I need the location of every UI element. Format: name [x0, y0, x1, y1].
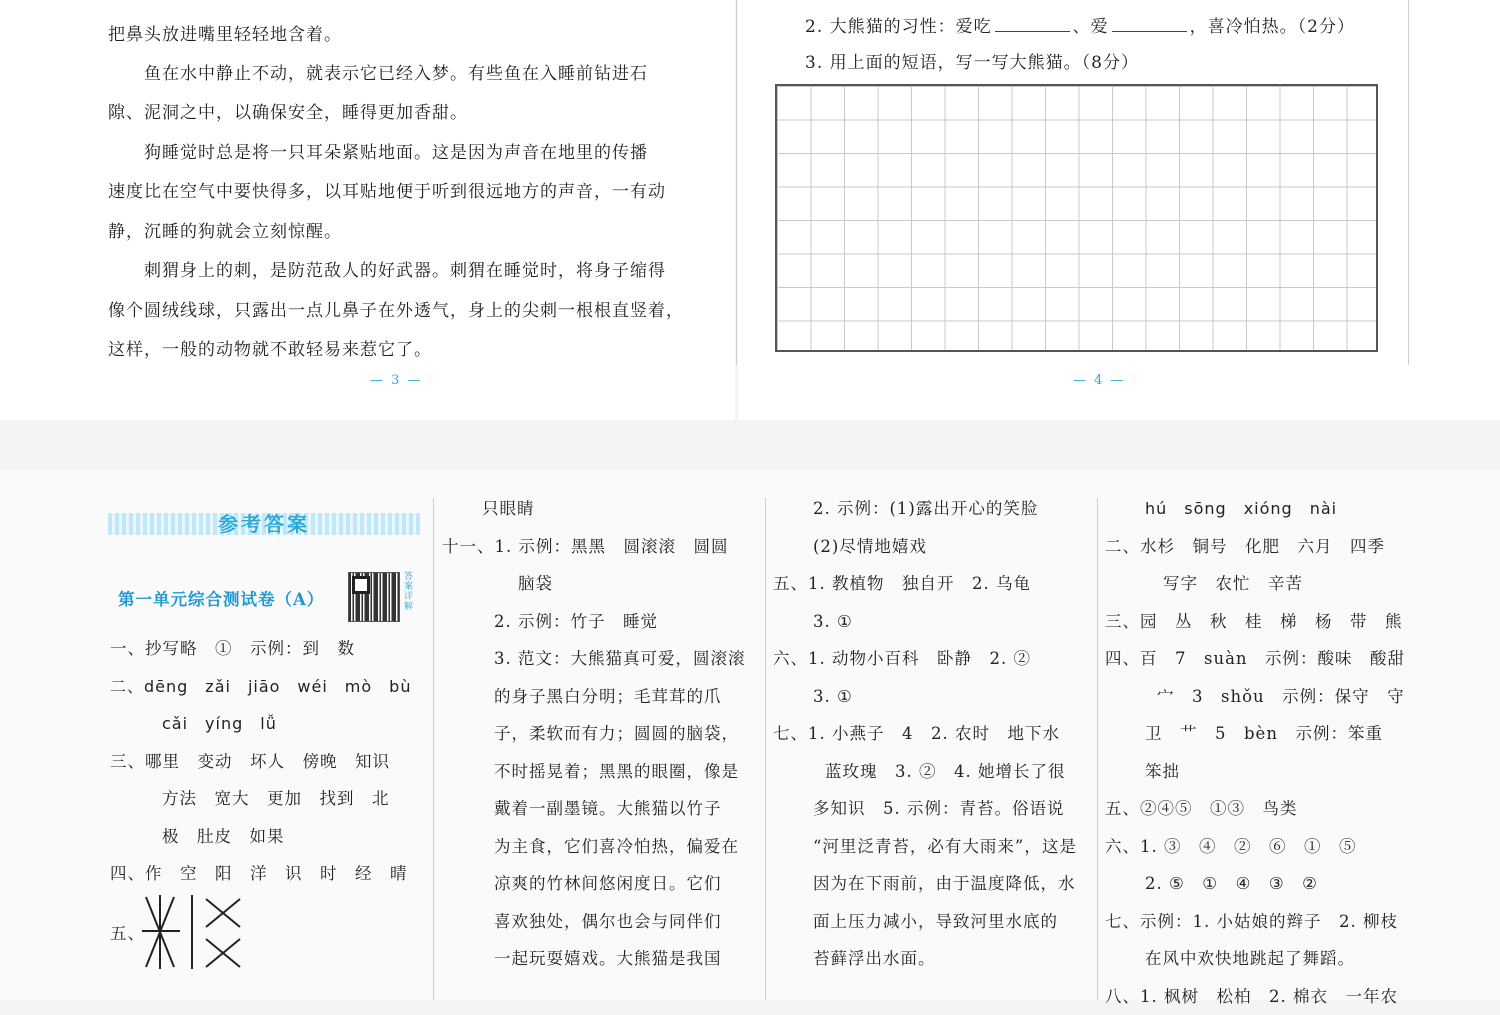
- answer-column-4: [1105, 490, 1435, 1015]
- qr-code-label: 答案详解: [404, 572, 416, 612]
- answer-line: 面上压力减小，导致河里水底的: [773, 903, 1095, 941]
- question-2-suffix: ，喜冷怕热。（2分）: [1190, 17, 1355, 37]
- answer-line: 五、1. 教植物 独自开 2. 乌龟: [773, 565, 1095, 603]
- answer-line: “河里泛青苔，必有大雨来”，这是: [773, 828, 1095, 866]
- page3-line-5: 速度比在空气中要快得多，以耳贴地便于听到很远地方的声音，一有动: [108, 173, 708, 213]
- answer-line: 3. ①: [773, 603, 1095, 641]
- answer-line: 写字 农忙 辛苦: [1105, 565, 1435, 603]
- answer-line: 喜欢独处，偶尔也会与同伴们: [442, 903, 762, 941]
- answer-line: 五、: [110, 915, 145, 953]
- answer-line: 蓝玫瑰 3. ② 4. 她增长了很: [773, 753, 1095, 791]
- page-divider: [736, 0, 737, 365]
- answer-line: 二、dēng zǎi jiāo wéi mò bù: [110, 668, 428, 706]
- answer-column-1: [110, 630, 428, 971]
- answer-line: 一起玩耍嬉戏。大熊猫是我国: [442, 940, 762, 978]
- question-2: [805, 12, 1355, 37]
- answer-line: 脑袋: [442, 565, 762, 603]
- answer-blank-2[interactable]: [1112, 17, 1187, 32]
- answer-line: 一、抄写略 ① 示例：到 数: [110, 630, 428, 668]
- answer-line: 七、示例：1. 小姑娘的辫子 2. 柳枝: [1105, 903, 1435, 941]
- page3-line-4: 狗睡觉时总是将一只耳朵紧贴地面。这是因为声音在地里的传播: [108, 134, 708, 174]
- answer-line: 五、②④⑤ ①③ 鸟类: [1105, 790, 1435, 828]
- page-edge: [1408, 0, 1409, 365]
- column-divider-2: [765, 498, 766, 1000]
- unit-test-title: 第一单元综合测试卷（A）: [118, 586, 324, 610]
- answer-line: 二、水杉 铜号 化肥 六月 四季: [1105, 528, 1435, 566]
- answer-line: 六、1. 动物小百科 卧静 2. ②: [773, 640, 1095, 678]
- answer-line: 三、园 丛 秋 桂 梯 杨 带 熊: [1105, 603, 1435, 641]
- answer-column-2: [442, 490, 762, 978]
- writing-grid[interactable]: [775, 84, 1378, 352]
- answer-line: 十一、1. 示例：黑黑 圆滚滚 圆圆: [442, 528, 762, 566]
- page3-line-8: 像个圆绒线球，只露出一点儿鼻子在外透气，身上的尖刺一根根直竖着，: [108, 292, 708, 332]
- answer-blank-1[interactable]: [995, 17, 1070, 32]
- answer-line: 方法 宽大 更加 找到 北: [110, 780, 428, 818]
- answer-line: cǎi yíng lǚ: [110, 705, 428, 743]
- answer-line: 戴着一副墨镜。大熊猫以竹子: [442, 790, 762, 828]
- question-2-prefix: 2. 大熊猫的习性：爱吃: [805, 17, 992, 37]
- answer-line: 极 肚皮 如果: [110, 818, 428, 856]
- question-2-middle: 、爱: [1073, 17, 1109, 37]
- answer-line: 的身子黑白分明；毛茸茸的爪: [442, 678, 762, 716]
- page3-line-9: 这样，一般的动物就不敢轻易来惹它了。: [108, 331, 708, 371]
- answer-key-title: 参考答案: [108, 508, 420, 537]
- answer-line: 四、百 7 suàn 示例：酸味 酸甜: [1105, 640, 1435, 678]
- answer-line: 3. ①: [773, 678, 1095, 716]
- answer-line: 为主食，它们喜冷怕热，偏爱在: [442, 828, 762, 866]
- answer-line: 笨拙: [1105, 753, 1435, 791]
- matching-lines-diagram: [140, 893, 250, 971]
- answer-line: 宀 3 shǒu 示例：保守 守: [1105, 678, 1435, 716]
- answer-line: (2)尽情地嬉戏: [773, 528, 1095, 566]
- page-number-4: — 4 —: [1073, 373, 1126, 388]
- qr-code-icon[interactable]: [348, 572, 400, 622]
- page-number-3: — 3 —: [370, 373, 423, 388]
- page3-line-1: 把鼻头放进嘴里轻轻地含着。: [108, 16, 708, 56]
- answer-line: 四、作 空 阳 洋 识 时 经 晴: [110, 855, 428, 893]
- answer-line: 只眼睛: [442, 490, 762, 528]
- page3-line-6: 静，沉睡的狗就会立刻惊醒。: [108, 213, 708, 253]
- answer-line: 不时摇晃着；黑黑的眼圈，像是: [442, 753, 762, 791]
- answer-line: 凉爽的竹林间悠闲度日。它们: [442, 865, 762, 903]
- answer-line: 卫 艹 5 bèn 示例：笨重: [1105, 715, 1435, 753]
- column-divider-3: [1097, 498, 1098, 1000]
- answer-line: 三、哪里 变动 坏人 傍晚 知识: [110, 743, 428, 781]
- answer-line: 因为在下雨前，由于温度降低，水: [773, 865, 1095, 903]
- answer-line: 多知识 5. 示例：青苔。俗语说: [773, 790, 1095, 828]
- answer-key-banner: [108, 513, 420, 535]
- page3-line-3: 隙、泥洞之中，以确保安全，睡得更加香甜。: [108, 94, 708, 134]
- page-3: [0, 0, 735, 420]
- column-divider-1: [433, 498, 434, 1000]
- answer-line: 2. ⑤ ① ④ ③ ②: [1105, 865, 1435, 903]
- answer-line: 七、1. 小燕子 4 2. 农时 地下水: [773, 715, 1095, 753]
- matching-answer: [110, 893, 428, 971]
- answer-line: 八、1. 枫树 松柏 2. 棉衣 一年农: [1105, 978, 1435, 1015]
- answer-line: hú sōng xióng nài: [1105, 490, 1435, 528]
- answer-line: 3. 范文：大熊猫真可爱，圆滚滚: [442, 640, 762, 678]
- question-3: 3. 用上面的短语，写一写大熊猫。（8分）: [805, 48, 1139, 73]
- answer-line: 子，柔软而有力；圆圆的脑袋，: [442, 715, 762, 753]
- answer-line: 在风中欢快地跳起了舞蹈。: [1105, 940, 1435, 978]
- answer-column-3: [773, 490, 1095, 978]
- page3-line-2: 鱼在水中静止不动，就表示它已经入梦。有些鱼在入睡前钻进石: [108, 55, 708, 95]
- answer-line: 2. 示例：竹子 睡觉: [442, 603, 762, 641]
- answer-line: 苔藓浮出水面。: [773, 940, 1095, 978]
- answer-line: 六、1. ③ ④ ② ⑥ ① ⑤: [1105, 828, 1435, 866]
- page3-line-7: 刺猬身上的刺，是防范敌人的好武器。刺猬在睡觉时，将身子缩得: [108, 252, 708, 292]
- answer-line: 2. 示例：(1)露出开心的笑脸: [773, 490, 1095, 528]
